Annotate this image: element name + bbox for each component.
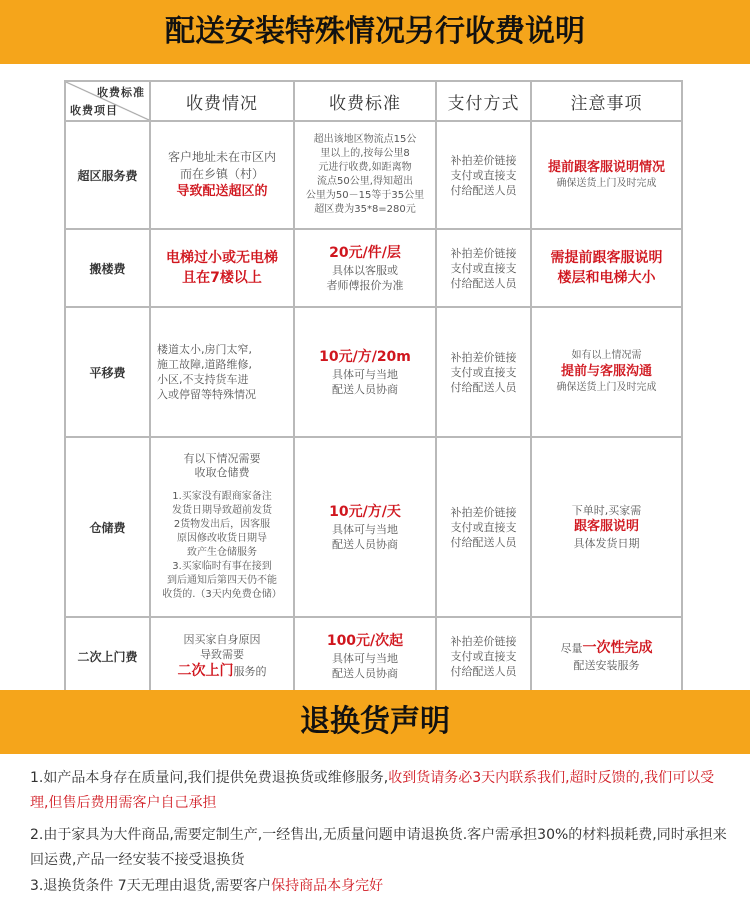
situation-line: 到后通知后第四天仍不能 [167,575,277,586]
notes-line: 下单时,买家需 [571,504,642,517]
payment-line: 补拍差价链接 [450,350,517,364]
situation-intro-line: 收取仓储费 [194,466,250,479]
column-header-situation: 收费情况 [150,81,294,121]
standard-cell [294,307,436,437]
standard-line: 配送人员协商 [332,537,398,551]
situation-line: 入或停留等特殊情况 [157,388,256,401]
situation-cell [150,307,294,437]
standard-highlight: 100元/次起 [326,632,404,649]
standard-cell [294,121,436,229]
row-name: 搬楼费 [65,229,150,307]
notes-highlight: 提前与客服沟通 [560,364,652,379]
situation-line: 发货日期导致超前发货 [172,505,272,516]
standard-highlight: 10元/方/天 [329,503,401,520]
section-title: 退换货声明 [300,704,450,739]
notes-highlight: 楼层和电梯大小 [557,270,656,286]
payment-line: 支付或直接支 [450,365,517,379]
payment-line: 支付或直接支 [450,168,517,182]
payment-line: 补拍差价链接 [450,634,517,648]
payment-line: 补拍差价链接 [450,505,517,519]
notes-line: 确保送货上门及时完成 [556,382,657,393]
situation-highlight: 导致配送超区的 [176,184,268,199]
payment-cell [436,617,531,695]
payment-line: 付给配送人员 [450,664,517,678]
corner-cell [65,81,150,121]
standard-line: 元进行收费,如距离物 [318,162,412,173]
situation-cell [150,437,294,617]
policy-note-2 [30,823,730,873]
situation-line: 客户地址未在市区内 [167,150,276,164]
standard-line: 配送人员协商 [332,382,398,396]
policy-note-highlight: 收到货请务必3天内联系我们,超时反馈的,我们可以受理,但售后费用需客户自己承担 [30,770,715,811]
notes-cell [531,121,682,229]
situation-line: 楼道太小,房门太窄, [157,343,252,356]
notes-highlight: 需提前跟客服说明 [550,250,663,266]
table-row [65,307,682,437]
notes-cell [531,229,682,307]
standard-line: 公里为50－15等于35公里 [305,190,425,201]
payment-line: 支付或直接支 [450,649,517,663]
column-header-payment: 支付方式 [436,81,531,121]
row-name: 平移费 [65,307,150,437]
table-row [65,617,682,695]
fee-table [64,80,683,696]
situation-cell [150,617,294,695]
situation-highlight: 且在7楼以上 [182,270,262,286]
situation-intro-line: 有以下情况需要 [183,452,261,465]
standard-line: 者师傅报价为准 [326,278,404,292]
notes-highlight: 提前跟客服说明情况 [547,160,665,175]
corner-top-label: 收费标准 [97,86,145,99]
standard-line: 具体可与当地 [332,367,398,381]
standard-line: 配送人员协商 [332,666,398,680]
payment-line: 付给配送人员 [450,380,517,394]
table-row [65,121,682,229]
policy-note-text: 1.如产品本身存在质量问,我们提供免费退换货或维修服务, [30,770,389,786]
standard-line: 具体以客服或 [332,263,398,277]
row-name: 超区服务费 [65,121,150,229]
policy-note-text: 2.由于家具为大件商品,需要定制生产,一经售出,无质量问题申请退换货.客户需承担30%的材料损耗费,同时承担来回运费,产品一经安装不接受退换货 [30,827,727,868]
situation-tail: 服务的 [233,664,267,678]
notes-line: 具体发货日期 [573,537,640,550]
situation-line: 导致需要 [200,647,244,661]
row-name: 二次上门费 [65,617,150,695]
standard-line: 具体可与当地 [332,651,398,665]
situation-line: 3.买家临时有事在接到 [172,561,272,572]
payment-line: 付给配送人员 [450,276,517,290]
payment-cell [436,437,531,617]
notes-line: 如有以上情况需 [571,350,642,361]
standard-line: 具体可与当地 [332,522,398,536]
standard-line: 流点50公里,得知超出 [317,176,413,187]
policy-note-text: 3.退换货条件 7天无理由退货,需要客户 [30,878,272,894]
standard-line: 超区费为35*8=280元 [314,204,416,215]
payment-line: 支付或直接支 [450,261,517,275]
page-title: 配送安装特殊情况另行收费说明 [165,14,585,49]
payment-line: 付给配送人员 [450,183,517,197]
situation-line: 施工故障,道路维修, [157,358,252,371]
notes-highlight: 一次性完成 [582,640,653,656]
column-header-standard: 收费标准 [294,81,436,121]
notes-cell [531,437,682,617]
standard-line: 里以上的,按每公里8 [320,148,410,159]
header-banner [0,0,750,64]
standard-highlight: 10元/方/20m [319,348,411,365]
policy-note-3 [30,874,730,899]
standard-cell [294,617,436,695]
notes-cell [531,617,682,695]
situation-line: 小区,不支持货车进 [157,373,249,386]
policy-note-1 [30,766,730,816]
table-row [65,437,682,617]
situation-line: 而在乡镇（村） [179,167,264,181]
standard-cell [294,437,436,617]
situation-highlight: 二次上门 [177,662,234,679]
notes-line: 尽量 [560,642,583,655]
standard-highlight: 20元/件/层 [329,244,401,261]
payment-cell [436,121,531,229]
notes-highlight: 跟客服说明 [573,519,639,534]
standard-cell [294,229,436,307]
situation-line: 1.买家没有跟商家备注 [172,491,272,502]
table-header-row [65,81,682,121]
return-policy-banner [0,690,750,754]
payment-cell [436,229,531,307]
notes-line: 确保送货上门及时完成 [556,178,657,189]
payment-line: 付给配送人员 [450,535,517,549]
notes-cell [531,307,682,437]
payment-cell [436,307,531,437]
situation-line: 收货的.（3天内免费仓储） [162,589,282,600]
corner-bottom-label: 收费项目 [70,104,118,117]
payment-line: 支付或直接支 [450,520,517,534]
payment-line: 补拍差价链接 [450,246,517,260]
notes-line: 配送安装服务 [573,659,640,672]
situation-line: 原因修改收货日期导 [177,533,267,544]
standard-line: 超出该地区物流点15公 [313,134,417,145]
situation-highlight: 电梯过小或无电梯 [166,250,278,266]
situation-line: 因买家自身原因 [183,632,261,646]
column-header-notes: 注意事项 [531,81,682,121]
payment-line: 补拍差价链接 [450,153,517,167]
situation-line: 致产生仓储服务 [187,547,257,558]
row-name: 仓储费 [65,437,150,617]
situation-line: 2货物发出后，因客服 [173,519,271,530]
table-row [65,229,682,307]
policy-note-highlight: 保持商品本身完好 [271,878,384,894]
situation-cell [150,229,294,307]
situation-cell [150,121,294,229]
